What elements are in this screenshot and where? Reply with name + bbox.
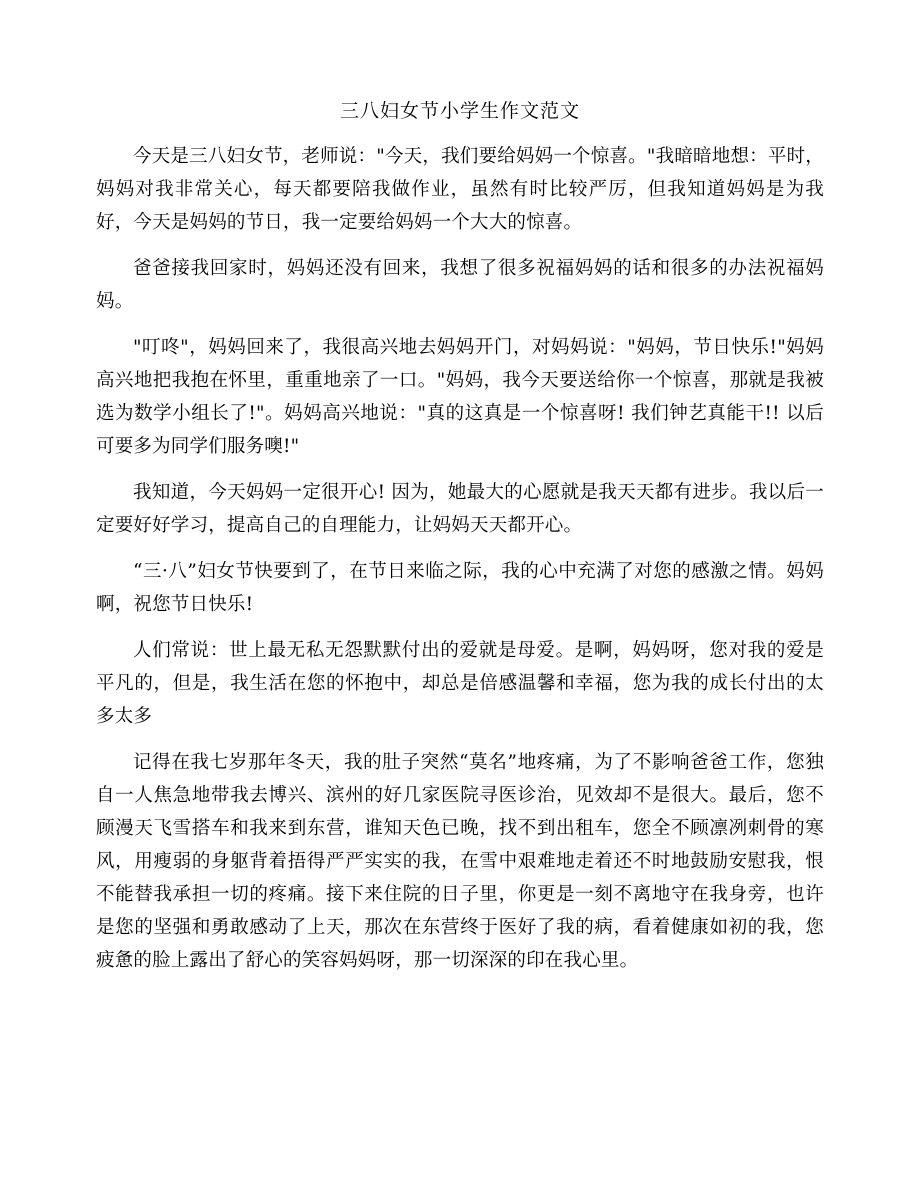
paragraph-1: 今天是三八妇女节，老师说："今天，我们要给妈妈一个惊喜。"我暗暗地想：平时，妈妈对我非常关心，每天都要陪我做作业，虽然有时比较严厉，但我知道妈妈是为我好，今天是妈妈的节日，我一定要给妈妈一个大大的惊喜。	[96, 146, 824, 233]
paragraph-5: “三·八”妇女节快要到了，在节日来临之际，我的心中充满了对您的感激之情。妈妈啊，祝您节日快乐!	[96, 561, 824, 615]
paragraph-4: 我知道，今天妈妈一定很开心! 因为，她最大的心愿就是我天天都有进步。我以后一定要好好学习，提高自己的自理能力，让妈妈天天都开心。	[96, 482, 824, 536]
document-body	[96, 96, 824, 977]
paragraph-2: 爸爸接我回家时，妈妈还没有回来，我想了很多祝福妈妈的话和很多的办法祝福妈妈。	[96, 258, 824, 312]
paragraph-6: 人们常说：世上最无私无怨默默付出的爱就是母爱。是啊，妈妈呀，您对我的爱是平凡的，但是，我生活在您的怀抱中，却总是倍感温馨和幸福，您为我的成长付出的太多太多	[96, 640, 824, 727]
paragraph-3: "叮咚"，妈妈回来了，我很高兴地去妈妈开门，对妈妈说："妈妈，节日快乐!"妈妈高兴地把我抱在怀里，重重地亲了一口。"妈妈，我今天要送给你一个惊喜，那就是我被选为数学小组长了!"。妈妈高兴地说："真的这真是一个惊喜呀! 我们钟艺真能干!! 以后可要多为同学们服务噢!"	[96, 337, 824, 457]
paragraph-7: 记得在我七岁那年冬天，我的肚子突然“莫名”地疼痛，为了不影响爸爸工作，您独自一人焦急地带我去博兴、滨州的好几家医院寻医诊治，见效却不是很大。最后，您不顾漫天飞雪搭车和我来到东营，谁知天色已晚，找不到出租车，您全不顾凛冽刺骨的寒风，用瘦弱的身躯背着捂得严严实实的我，在雪中艰难地走着还不时地鼓励安慰我，恨不能替我承担一切的疼痛。接下来住院的日子里，你更是一刻不离地守在我身旁，也许是您的坚强和勇敢感动了上天，那次在东营终于医好了我的病，看着健康如初的我，您疲惫的脸上露出了舒心的笑容妈妈呀，那一切深深的印在我心里。	[96, 752, 824, 971]
page-title: 三八妇女节小学生作文范文	[339, 100, 580, 122]
